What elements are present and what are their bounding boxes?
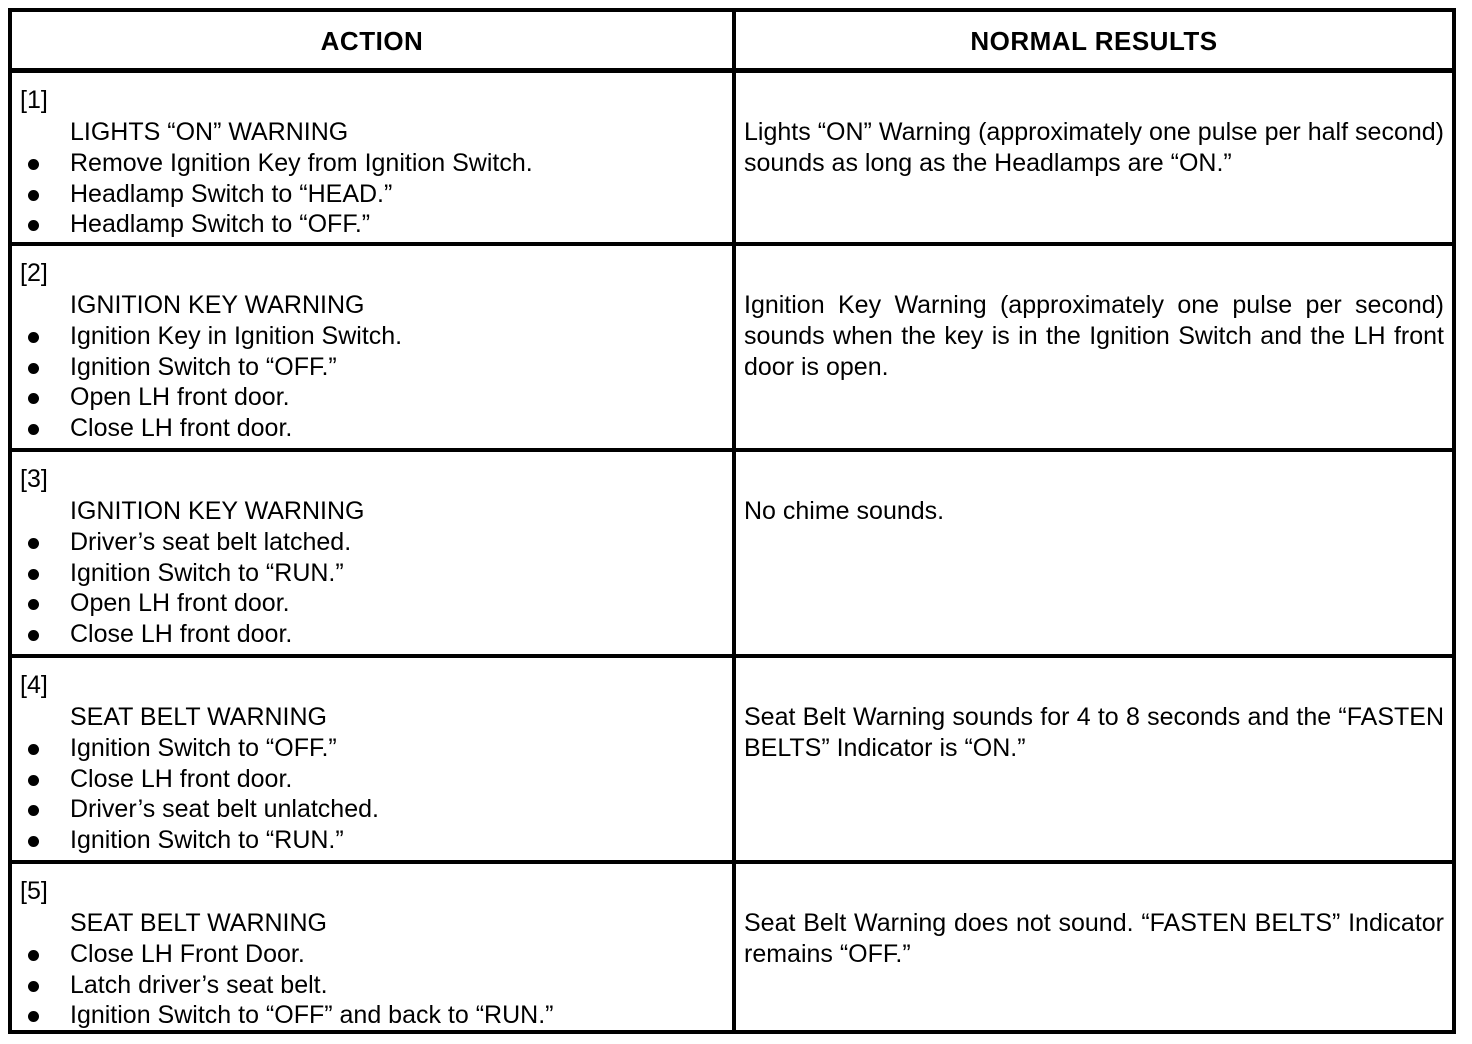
step-number: [2]: [20, 259, 48, 287]
list-item: [26, 179, 533, 210]
step-text: Ignition Switch to “OFF.”: [70, 352, 337, 381]
bullet-icon: [28, 744, 39, 755]
step-text: Ignition Switch to “RUN.”: [70, 826, 344, 855]
step-list: [26, 939, 553, 1031]
bullet-icon: [28, 393, 39, 404]
list-item: [26, 733, 379, 764]
step-title: SEAT BELT WARNING: [70, 703, 327, 731]
bullet-icon: [28, 220, 39, 231]
step-list: [26, 733, 379, 856]
step-number: [5]: [20, 877, 48, 905]
step-title: LIGHTS “ON” WARNING: [70, 118, 349, 146]
list-item: [26, 148, 533, 179]
step-title: IGNITION KEY WARNING: [70, 497, 365, 525]
bullet-icon: [28, 981, 39, 992]
bullet-icon: [28, 569, 39, 580]
step-text: Ignition Switch to “OFF.”: [70, 734, 337, 762]
step-text: Close LH front door.: [70, 620, 293, 649]
normal-result: No chime sounds.: [744, 497, 945, 525]
step-text: Close LH Front Door.: [70, 940, 305, 968]
table-row: [12, 864, 1452, 1030]
header-action: ACTION: [320, 26, 424, 56]
header-normal-results: NORMAL RESULTS: [970, 26, 1218, 56]
list-item: [26, 321, 402, 352]
step-text: Latch driver’s seat belt.: [70, 970, 328, 999]
bullet-icon: [28, 190, 39, 201]
bullet-icon: [28, 538, 39, 549]
step-text: Close LH front door.: [70, 414, 293, 443]
chime-test-table: [8, 8, 1456, 1034]
table-row: [12, 246, 1452, 448]
normal-result: Seat Belt Warning does not sound. “FASTEN BELTS” Indicator remains “OFF.”: [744, 909, 1444, 968]
list-item: [26, 619, 351, 650]
table-row: [12, 658, 1452, 860]
list-item: [26, 588, 351, 619]
step-text: Headlamp Switch to “OFF.”: [70, 210, 371, 239]
step-text: Open LH front door.: [70, 589, 290, 618]
step-list: [26, 527, 351, 650]
step-list: [26, 321, 402, 444]
normal-result: Seat Belt Warning sounds for 4 to 8 seconds and the “FASTEN BELTS” Indicator is “ON.”: [744, 703, 1444, 762]
normal-result: Lights “ON” Warning (approximately one pulse per half second) sounds as long as the Headlamps are “ON.”: [744, 118, 1444, 177]
list-item: [26, 413, 402, 444]
bullet-icon: [28, 332, 39, 343]
list-item: [26, 558, 351, 589]
list-item: [26, 764, 379, 795]
list-item: [26, 794, 379, 825]
step-text: Ignition Key in Ignition Switch.: [70, 322, 403, 350]
bullet-icon: [28, 950, 39, 961]
table-row: [12, 452, 1452, 654]
list-item: [26, 209, 533, 240]
step-number: [1]: [20, 86, 48, 114]
normal-result: Ignition Key Warning (approximately one pulse per second) sounds when the key is in the Ignition Switch and the LH front door is open.: [744, 291, 1444, 381]
bullet-icon: [28, 363, 39, 374]
list-item: [26, 939, 553, 970]
step-title: IGNITION KEY WARNING: [70, 291, 365, 319]
step-text: Driver’s seat belt unlatched.: [70, 795, 379, 824]
bullet-icon: [28, 775, 39, 786]
list-item: [26, 970, 553, 1001]
bullet-icon: [28, 630, 39, 641]
table-header: [12, 12, 1452, 72]
bullet-icon: [28, 836, 39, 847]
step-text: Ignition Switch to “RUN.”: [70, 558, 344, 587]
step-text: Remove Ignition Key from Ignition Switch.: [70, 149, 533, 177]
step-number: [4]: [20, 671, 48, 699]
step-text: Close LH front door.: [70, 764, 293, 793]
list-item: [26, 825, 379, 856]
step-list: [26, 148, 533, 240]
table-row: [12, 73, 1452, 242]
list-item: [26, 352, 402, 383]
bullet-icon: [28, 1011, 39, 1022]
bullet-icon: [28, 805, 39, 816]
list-item: [26, 527, 351, 558]
step-title: SEAT BELT WARNING: [70, 909, 327, 937]
step-text: Headlamp Switch to “HEAD.”: [70, 179, 393, 208]
step-text: Driver’s seat belt latched.: [70, 528, 352, 556]
step-number: [3]: [20, 465, 48, 493]
bullet-icon: [28, 599, 39, 610]
list-item: [26, 382, 402, 413]
bullet-icon: [28, 159, 39, 170]
step-text: Ignition Switch to “OFF” and back to “RUN.”: [70, 1001, 554, 1030]
list-item: [26, 1000, 553, 1031]
bullet-icon: [28, 424, 39, 435]
step-text: Open LH front door.: [70, 383, 290, 412]
